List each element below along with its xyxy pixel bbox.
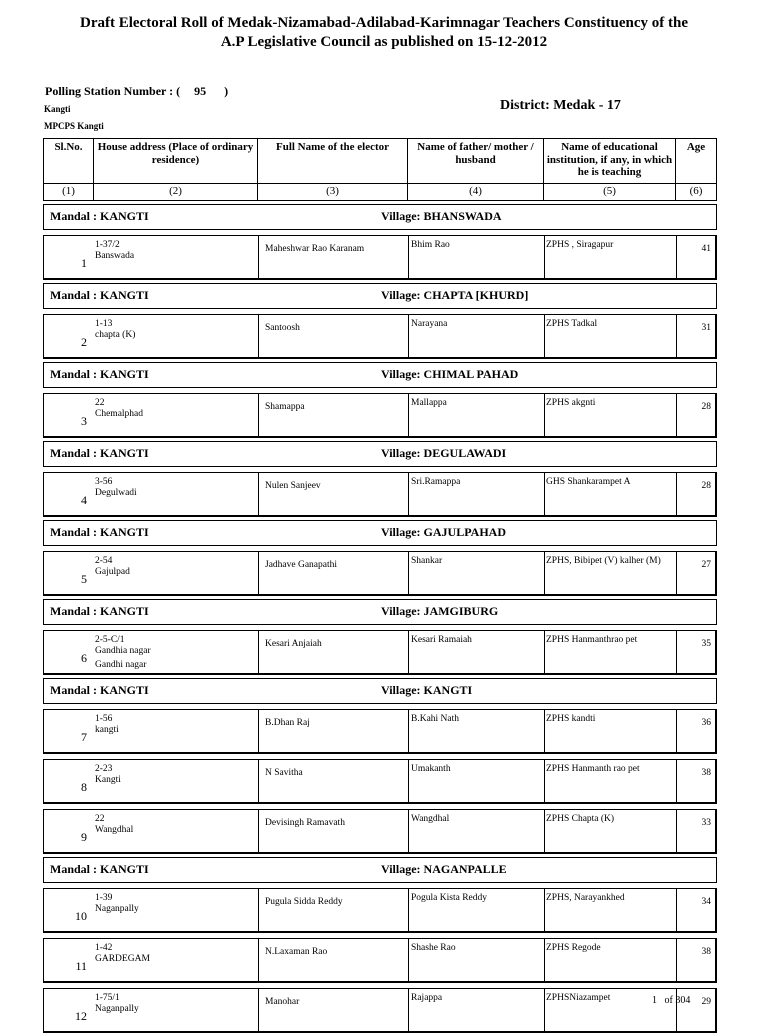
elector-name: N.Laxaman Rao bbox=[265, 947, 328, 957]
address-line-1: 1-75/1 bbox=[95, 993, 120, 1003]
village-label: Village: DEGULAWADI bbox=[381, 446, 507, 460]
col-index-5: (5) bbox=[544, 184, 676, 200]
house-address bbox=[95, 764, 121, 789]
address-line-1: 2-5-C/1 bbox=[95, 635, 125, 645]
house-address bbox=[95, 635, 151, 671]
institution-name: ZPHS Regode bbox=[546, 943, 601, 953]
elector-age: 41 bbox=[701, 244, 711, 254]
table-row bbox=[43, 393, 717, 438]
col-index-3: (3) bbox=[258, 184, 408, 200]
father-name: Mallappa bbox=[411, 398, 447, 408]
elector-age: 38 bbox=[701, 947, 711, 957]
address-line-1: 3-56 bbox=[95, 477, 113, 487]
institution-name: ZPHSNiazampet bbox=[546, 993, 611, 1003]
institution-name: ZPHS Tadkal bbox=[546, 319, 598, 329]
page-total: 304 bbox=[675, 995, 691, 1006]
serial-number: 11 bbox=[75, 959, 87, 973]
address-line-1: 1-13 bbox=[95, 319, 113, 329]
address-line-2: Gandhia nagar bbox=[95, 646, 151, 656]
column-index-row bbox=[43, 183, 717, 201]
address-line-2: chapta (K) bbox=[95, 330, 136, 340]
father-name: B.Kahi Nath bbox=[411, 714, 460, 724]
father-name: Sri.Ramappa bbox=[411, 477, 461, 487]
institution-name: ZPHS akgnti bbox=[546, 398, 596, 408]
mandal-label: Mandal : KANGTI bbox=[50, 525, 149, 539]
serial-number: 4 bbox=[81, 493, 87, 507]
address-line-1: 1-39 bbox=[95, 893, 113, 903]
father-name: Rajappa bbox=[411, 993, 443, 1003]
serial-number: 8 bbox=[81, 780, 87, 794]
table-row bbox=[43, 938, 717, 983]
house-address bbox=[95, 556, 130, 581]
col-index-2: (2) bbox=[94, 184, 258, 200]
mandal-label: Mandal : KANGTI bbox=[50, 446, 149, 460]
elector-name: Santoosh bbox=[265, 323, 300, 333]
elector-age: 28 bbox=[701, 481, 711, 491]
polling-label: Polling Station Number : ( bbox=[45, 84, 181, 98]
father-name: Umakanth bbox=[411, 764, 451, 774]
table-row bbox=[43, 630, 717, 675]
mandal-label: Mandal : KANGTI bbox=[50, 604, 149, 618]
serial-number: 5 bbox=[81, 572, 87, 586]
group-header bbox=[43, 678, 717, 704]
elector-name: Pugula Sidda Reddy bbox=[265, 897, 343, 907]
col-header-sl: Sl.No. bbox=[44, 139, 94, 183]
group-header bbox=[43, 520, 717, 546]
table-row bbox=[43, 759, 717, 804]
address-line-1: 22 bbox=[95, 814, 105, 824]
elector-age: 27 bbox=[701, 560, 711, 570]
group-header bbox=[43, 283, 717, 309]
elector-name: N Savitha bbox=[265, 768, 303, 778]
father-name: Bhim Rao bbox=[411, 240, 450, 250]
house-address bbox=[95, 893, 139, 918]
house-address bbox=[95, 993, 139, 1018]
table-row bbox=[43, 472, 717, 517]
address-line-1: 2-54 bbox=[95, 556, 113, 566]
serial-number: 9 bbox=[81, 830, 87, 844]
serial-number: 2 bbox=[81, 335, 87, 349]
elector-age: 28 bbox=[701, 402, 711, 412]
table-header bbox=[43, 138, 717, 183]
mandal-label: Mandal : KANGTI bbox=[50, 288, 149, 302]
polling-station bbox=[45, 84, 228, 99]
address-line-2: GARDEGAM bbox=[95, 954, 150, 964]
elector-age: 31 bbox=[701, 323, 711, 333]
institution-name: ZPHS Chapta (K) bbox=[546, 814, 615, 824]
address-line-2: Kangti bbox=[95, 775, 121, 785]
father-name: Kesari Ramaiah bbox=[411, 635, 472, 645]
father-name: Wangdhal bbox=[411, 814, 450, 824]
group-header bbox=[43, 362, 717, 388]
serial-number: 7 bbox=[81, 730, 87, 744]
col-header-address: House address (Place of ordinary residence) bbox=[94, 139, 258, 183]
institution-name: ZPHS kandti bbox=[546, 714, 596, 724]
address-line-2: kangti bbox=[95, 725, 119, 735]
institution-name: ZPHS Hanmanthrao pet bbox=[546, 635, 638, 645]
col-header-name: Full Name of the elector bbox=[258, 139, 408, 183]
address-line-3: Gandhi nagar bbox=[95, 660, 147, 670]
house-address bbox=[95, 319, 135, 344]
electoral-roll-table bbox=[43, 138, 717, 1033]
elector-age: 33 bbox=[701, 818, 711, 828]
father-name: Shankar bbox=[411, 556, 443, 566]
group-header bbox=[43, 599, 717, 625]
elector-name: Maheshwar Rao Karanam bbox=[265, 244, 365, 254]
house-address bbox=[95, 240, 134, 265]
elector-age: 36 bbox=[701, 718, 711, 728]
title-line-1: Draft Electoral Roll of Medak-Nizamabad-Adilabad-Karimnagar Teachers Constituency of the bbox=[79, 15, 688, 31]
address-line-2: Banswada bbox=[95, 251, 135, 261]
village-label: Village: KANGTI bbox=[381, 683, 473, 697]
address-line-2: Naganpally bbox=[95, 1004, 139, 1014]
district-label: District: Medak - 17 bbox=[500, 98, 621, 113]
page-of: of bbox=[664, 995, 673, 1006]
col-index-6: (6) bbox=[689, 185, 703, 197]
voter-groups bbox=[43, 204, 717, 1033]
mandal-label: Mandal : KANGTI bbox=[50, 862, 149, 876]
table-row bbox=[43, 709, 717, 754]
col-header-institution: Name of educational institution, if any, in which he is teaching bbox=[544, 139, 676, 183]
institution-name: ZPHS, Narayankhed bbox=[546, 893, 625, 903]
page-current: 1 bbox=[652, 995, 657, 1006]
elector-age: 29 bbox=[701, 997, 711, 1007]
place-name: Kangti bbox=[44, 104, 71, 114]
elector-name: Nulen Sanjeev bbox=[265, 481, 321, 491]
elector-name: Devisingh Ramavath bbox=[265, 818, 345, 828]
col-index-4: (4) bbox=[408, 184, 544, 200]
title-line-2: A.P Legislative Council as published on 15-12-2012 bbox=[220, 34, 548, 50]
house-address bbox=[95, 943, 150, 968]
group-header bbox=[43, 204, 717, 230]
elector-name: Manohar bbox=[265, 997, 300, 1007]
group-header bbox=[43, 857, 717, 883]
village-label: Village: CHIMAL PAHAD bbox=[381, 367, 519, 381]
father-name: Pogula Kista Reddy bbox=[411, 893, 487, 903]
table-row bbox=[43, 314, 717, 359]
address-line-2: Gajulpad bbox=[95, 567, 130, 577]
elector-name: B.Dhan Raj bbox=[265, 718, 310, 728]
col-header-father: Name of father/ mother / husband bbox=[408, 139, 544, 183]
village-label: Village: GAJULPAHAD bbox=[381, 525, 506, 539]
col-header-age: Age bbox=[686, 141, 706, 153]
institution-name: ZPHS, Bibipet (V) kalher (M) bbox=[546, 556, 661, 566]
polling-station-name: MPCPS Kangti bbox=[44, 121, 104, 131]
address-line-2: Degulwadi bbox=[95, 488, 137, 498]
father-name: Narayana bbox=[411, 319, 448, 329]
table-row bbox=[43, 809, 717, 854]
house-address bbox=[95, 714, 119, 739]
address-line-2: Naganpally bbox=[95, 904, 139, 914]
elector-name: Kesari Anjaiah bbox=[265, 639, 322, 649]
table-row bbox=[43, 888, 717, 933]
address-line-1: 22 bbox=[95, 398, 105, 408]
house-address bbox=[95, 814, 133, 839]
father-name: Shashe Rao bbox=[411, 943, 456, 953]
institution-name: GHS Shankarampet A bbox=[546, 477, 631, 487]
village-label: Village: CHAPTA [KHURD] bbox=[381, 288, 529, 302]
serial-number: 6 bbox=[81, 651, 87, 665]
polling-close: ) bbox=[224, 84, 229, 98]
mandal-label: Mandal : KANGTI bbox=[50, 367, 149, 381]
elector-age: 38 bbox=[701, 768, 711, 778]
serial-number: 12 bbox=[75, 1009, 87, 1023]
village-label: Village: BHANSWADA bbox=[381, 209, 502, 223]
institution-name: ZPHS Hanmanth rao pet bbox=[546, 764, 640, 774]
village-label: Village: NAGANPALLE bbox=[381, 862, 507, 876]
document-title bbox=[0, 14, 768, 52]
address-line-1: 2-23 bbox=[95, 764, 113, 774]
address-line-1: 1-42 bbox=[95, 943, 113, 953]
address-line-2: Chemalphad bbox=[95, 409, 144, 419]
table-row bbox=[43, 551, 717, 596]
address-line-1: 1-56 bbox=[95, 714, 113, 724]
table-row bbox=[43, 988, 717, 1033]
col-index-1: (1) bbox=[44, 184, 94, 200]
institution-name: ZPHS , Siragapur bbox=[546, 240, 614, 250]
mandal-label: Mandal : KANGTI bbox=[50, 209, 149, 223]
table-row bbox=[43, 235, 717, 280]
elector-name: Jadhave Ganapathi bbox=[265, 560, 338, 570]
serial-number: 10 bbox=[75, 909, 87, 923]
house-address bbox=[95, 477, 137, 502]
village-label: Village: JAMGIBURG bbox=[381, 604, 499, 618]
serial-number: 3 bbox=[81, 414, 87, 428]
elector-age: 35 bbox=[701, 639, 711, 649]
serial-number: 1 bbox=[81, 256, 87, 270]
house-address bbox=[95, 398, 143, 423]
mandal-label: Mandal : KANGTI bbox=[50, 683, 149, 697]
address-line-2: Wangdhal bbox=[95, 825, 134, 835]
elector-age: 34 bbox=[701, 897, 711, 907]
page-number bbox=[652, 995, 690, 1006]
group-header bbox=[43, 441, 717, 467]
polling-number: 95 bbox=[194, 84, 207, 98]
elector-name: Shamappa bbox=[265, 402, 305, 412]
address-line-1: 1-37/2 bbox=[95, 240, 120, 250]
